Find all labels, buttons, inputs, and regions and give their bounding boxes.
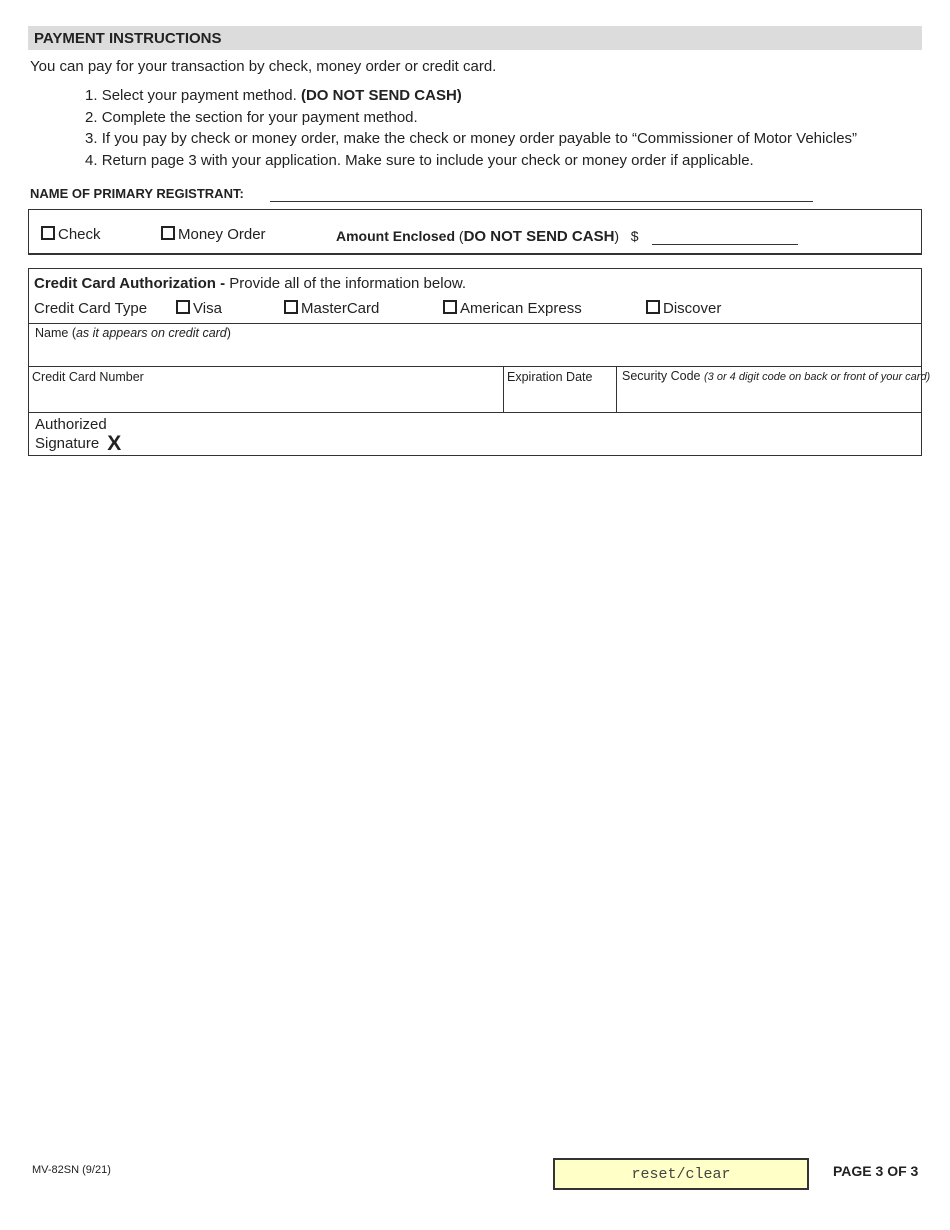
cardholder-name-field[interactable] — [29, 324, 921, 366]
intro-text: You can pay for your transaction by check, money order or credit card. — [30, 58, 497, 75]
expiration-date-field[interactable] — [504, 367, 616, 412]
form-id: MV-82SN (9/21) — [32, 1164, 111, 1176]
step-2: 2. Complete the section for your payment method. — [85, 108, 418, 126]
step-4: 4. Return page 3 with your application. Make sure to include your check or money order if applicable. — [85, 151, 754, 169]
payment-method-box — [28, 209, 922, 255]
amex-option[interactable]: American Express — [443, 300, 582, 317]
security-code-label: Security Code (3 or 4 digit code on back or front of your card) — [622, 369, 931, 383]
amount-field[interactable] — [652, 244, 798, 245]
security-code-field[interactable] — [617, 367, 921, 412]
discover-option[interactable]: Discover — [646, 300, 721, 317]
cardholder-name-label: Name (as it appears on credit card) — [35, 326, 231, 340]
step-3: 3. If you pay by check or money order, make the check or money order payable to “Commissioner of Motor Vehicles” — [85, 130, 858, 147]
credit-card-type-label: Credit Card Type — [34, 300, 148, 317]
credit-card-box — [28, 268, 931, 456]
credit-card-heading: Credit Card Authorization - Provide all of the information below. — [34, 275, 467, 292]
amount-enclosed-label: Amount Enclosed (DO NOT SEND CASH) $ — [336, 228, 639, 245]
card-number-field[interactable] — [29, 367, 503, 412]
discover-checkbox[interactable] — [646, 300, 660, 314]
reset-clear-button[interactable]: reset/clear — [553, 1158, 809, 1190]
authorized-signature-label: Authorized Signature X — [35, 416, 122, 455]
mastercard-checkbox[interactable] — [284, 300, 298, 314]
card-number-label: Credit Card Number — [32, 370, 144, 384]
currency-symbol: $ — [630, 228, 639, 244]
money-order-option[interactable]: Money Order — [161, 226, 266, 243]
signature-field[interactable] — [139, 413, 921, 455]
step-1: 1. Select your payment method. (DO NOT SEND CASH) — [85, 87, 462, 104]
check-option[interactable]: Check — [41, 226, 101, 243]
section-title: PAYMENT INSTRUCTIONS — [28, 26, 922, 50]
mastercard-option[interactable]: MasterCard — [284, 300, 379, 317]
amex-checkbox[interactable] — [443, 300, 457, 314]
check-checkbox[interactable] — [41, 226, 55, 240]
visa-option[interactable]: Visa — [176, 300, 222, 317]
page-number: PAGE 3 OF 3 — [833, 1163, 919, 1179]
visa-checkbox[interactable] — [176, 300, 190, 314]
expiration-date-label: Expiration Date — [507, 370, 593, 384]
instruction-steps — [85, 85, 857, 171]
registrant-label: NAME OF PRIMARY REGISTRANT: — [30, 186, 244, 201]
signature-x-mark: X — [107, 432, 122, 455]
registrant-name-field[interactable] — [270, 201, 813, 202]
money-order-checkbox[interactable] — [161, 226, 175, 240]
